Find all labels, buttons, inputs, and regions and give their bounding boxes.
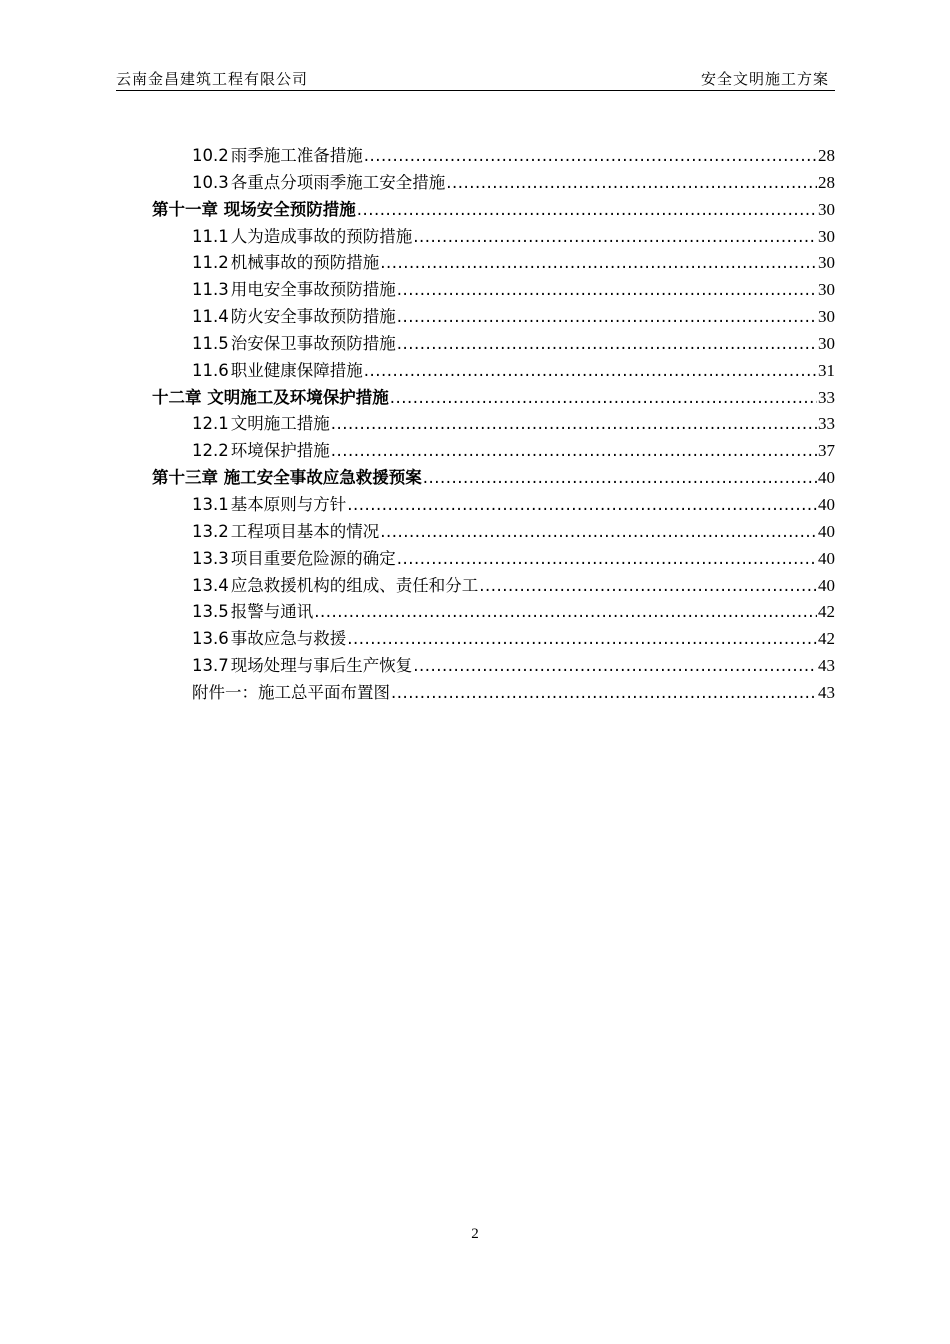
toc-entry-title: 机械事故的预防措施: [230, 253, 380, 273]
toc-entry-page: 30: [818, 199, 835, 219]
toc-entry-title: 基本原则与方针: [230, 494, 347, 514]
toc-section-entry[interactable]: [152, 626, 835, 653]
toc-dot-leader: [380, 250, 817, 277]
toc-dot-leader: [347, 626, 817, 653]
toc-entry-title: 工程项目基本的情况: [230, 521, 380, 541]
toc-entry-title: 第十三章 施工安全事故应急救援预案: [152, 468, 422, 488]
toc-entry-page: 40: [818, 468, 835, 488]
toc-section-entry[interactable]: [152, 170, 835, 197]
toc-section-entry[interactable]: [152, 411, 835, 438]
toc-section-entry[interactable]: [152, 358, 835, 385]
toc-entry-number: 13.5: [192, 602, 229, 622]
toc-section-entry[interactable]: [152, 277, 835, 304]
toc-entry-page: 28: [818, 146, 835, 165]
toc-entry-title: 雨季施工准备措施: [230, 146, 363, 165]
toc-entry-title: 用电安全事故预防措施: [230, 280, 396, 300]
toc-chapter-entry[interactable]: [152, 197, 835, 224]
toc-entry-title: 第十一章 现场安全预防措施: [152, 199, 356, 219]
toc-section-entry[interactable]: [152, 143, 835, 170]
toc-dot-leader: [357, 197, 817, 224]
toc-dot-leader: [331, 411, 817, 438]
toc-entry-page: 40: [818, 494, 835, 514]
toc-entry-number: 11.6: [192, 360, 229, 380]
toc-entry-page: 30: [818, 253, 835, 273]
toc-dot-leader: [446, 170, 817, 197]
header-company: 云南金昌建筑工程有限公司: [116, 70, 309, 88]
toc-entry-number: 13.4: [192, 575, 229, 595]
toc-entry-number: 13.1: [192, 494, 229, 514]
toc-entry-page: 33: [818, 387, 835, 407]
toc-entry-title: 防火安全事故预防措施: [230, 307, 396, 327]
toc-entry-title: 环境保护措施: [230, 441, 330, 461]
toc-entry-number: 12.2: [192, 441, 229, 461]
toc-entry-title: 附件一：施工总平面布置图: [192, 682, 390, 702]
toc-entry-title: 事故应急与救援: [230, 629, 347, 649]
toc-entry-page: 42: [818, 629, 835, 649]
toc-section-entry[interactable]: [152, 492, 835, 519]
toc-entry-title: 十二章 文明施工及环境保护措施: [152, 387, 389, 407]
toc-entry-title: 文明施工措施: [230, 414, 330, 434]
toc-dot-leader: [397, 277, 817, 304]
toc-entry-title: 项目重要危险源的确定: [230, 548, 396, 568]
toc-chapter-entry[interactable]: [152, 385, 835, 412]
toc-dot-leader: [397, 304, 817, 331]
toc-section-entry[interactable]: [152, 573, 835, 600]
toc-entry-number: 11.3: [192, 280, 229, 300]
toc-entry-title: 各重点分项雨季施工安全措施: [230, 172, 446, 192]
toc-entry-page: 42: [818, 602, 835, 622]
toc-entry-page: 28: [818, 172, 835, 192]
toc-entry-page: 43: [818, 682, 835, 702]
page-header: [116, 68, 835, 91]
toc-entry-number: 13.2: [192, 521, 229, 541]
toc-section-entry[interactable]: [152, 304, 835, 331]
toc-entry-page: 31: [818, 360, 835, 380]
toc-entry-number: 11.5: [192, 333, 229, 353]
page-number: 2: [471, 1226, 479, 1242]
toc-dot-leader: [423, 465, 817, 492]
toc-dot-leader: [413, 224, 817, 251]
toc-entry-number: 10.3: [192, 172, 229, 192]
toc-section-entry[interactable]: [152, 599, 835, 626]
toc-entry-number: 11.1: [192, 226, 229, 246]
toc-entry-number: 13.7: [192, 656, 229, 676]
toc-dot-leader: [364, 358, 817, 385]
toc-entry-number: 10.2: [192, 146, 229, 165]
toc-entry-page: 43: [818, 656, 835, 676]
toc-dot-leader: [314, 599, 817, 626]
toc-entry-page: 40: [818, 575, 835, 595]
toc-entry-title: 职业健康保障措施: [230, 360, 363, 380]
toc-section-entry[interactable]: [152, 438, 835, 465]
toc-dot-leader: [347, 492, 817, 519]
toc-entry-page: 40: [818, 521, 835, 541]
header-doc-title: 安全文明施工方案: [700, 70, 829, 88]
toc-dot-leader: [391, 680, 817, 707]
toc-entry-page: 30: [818, 307, 835, 327]
toc-section-entry[interactable]: [152, 680, 835, 707]
toc-entry-page: 40: [818, 548, 835, 568]
toc-section-entry[interactable]: [152, 250, 835, 277]
toc-entry-number: 13.6: [192, 629, 229, 649]
toc-entry-page: 30: [818, 333, 835, 353]
toc-dot-leader: [364, 143, 817, 170]
toc-dot-leader: [331, 438, 817, 465]
toc-dot-leader: [390, 385, 817, 412]
toc-entry-page: 30: [818, 226, 835, 246]
toc-entry-title: 人为造成事故的预防措施: [230, 226, 413, 246]
toc-section-entry[interactable]: [152, 331, 835, 358]
toc-entry-title: 现场处理与事后生产恢复: [230, 656, 413, 676]
toc-entry-number: 11.2: [192, 253, 229, 273]
toc-entry-title: 治安保卫事故预防措施: [230, 333, 396, 353]
toc-dot-leader: [397, 546, 817, 573]
toc-entry-number: 13.3: [192, 548, 229, 568]
toc-entry-page: 30: [818, 280, 835, 300]
toc-section-entry[interactable]: [152, 519, 835, 546]
toc-entry-title: 应急救援机构的组成、责任和分工: [230, 575, 479, 595]
toc-entry-number: 12.1: [192, 414, 229, 434]
toc-section-entry[interactable]: [152, 653, 835, 680]
toc-chapter-entry[interactable]: [152, 465, 835, 492]
toc-entry-title: 报警与通讯: [230, 602, 314, 622]
toc-entry-number: 11.4: [192, 307, 229, 327]
toc-section-entry[interactable]: [152, 546, 835, 573]
toc-dot-leader: [380, 519, 817, 546]
toc-entry-page: 37: [818, 441, 835, 461]
toc-entry-page: 33: [818, 414, 835, 434]
toc-dot-leader: [479, 573, 817, 600]
table-of-contents: [152, 143, 835, 707]
toc-dot-leader: [413, 653, 817, 680]
toc-dot-leader: [397, 331, 817, 358]
toc-section-entry[interactable]: [152, 224, 835, 251]
